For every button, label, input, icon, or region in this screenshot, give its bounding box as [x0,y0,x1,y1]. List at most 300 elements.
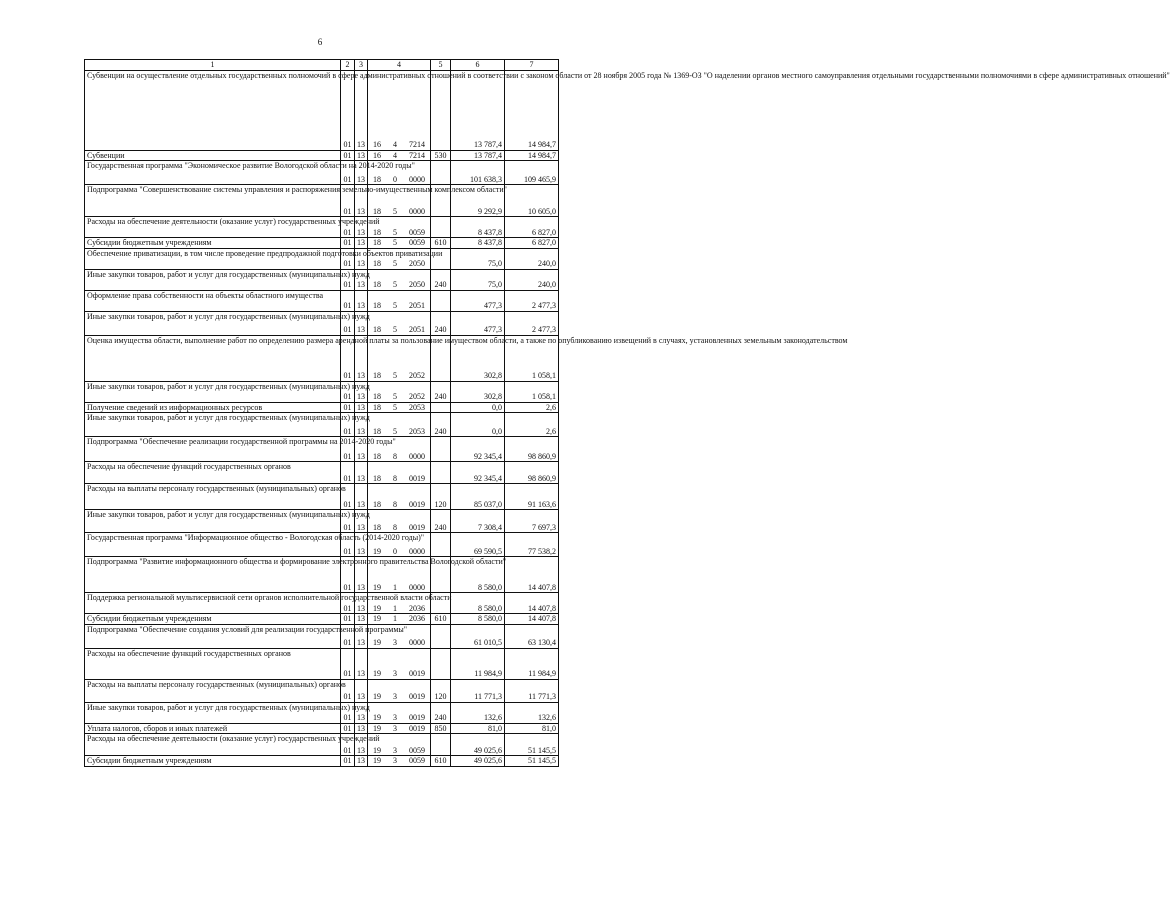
subprogram-code: 5 [393,301,397,310]
row-expense-type: 240 [431,311,451,335]
subprogram-code: 5 [393,392,397,401]
program-code: 19 [373,638,381,647]
direction-code: 2036 [409,603,425,613]
subprogram-code: 5 [393,280,397,289]
program-code: 16 [373,140,381,149]
subprogram-code: 5 [393,259,397,268]
row-target-article [368,756,431,767]
row-name: Оформление права собственности на объекты областного имущества [85,290,341,311]
row-subsection-code: 13 [355,217,368,238]
row-section-code: 01 [341,381,355,402]
row-subsection-code: 13 [355,614,368,625]
program-code: 18 [373,451,381,461]
program-code: 18 [373,426,381,436]
row-amount-year2: 11 771,3 [505,679,559,702]
row-amount-year1: 11 984,9 [451,648,505,679]
row-amount-year2: 240,0 [505,269,559,290]
row-expense-type: 610 [431,756,451,767]
table-row [85,248,559,269]
row-expense-type: 240 [431,702,451,723]
subprogram-code: 8 [393,522,397,532]
row-amount-year1: 302,8 [451,335,505,381]
subprogram-code: 1 [393,603,397,613]
direction-code: 7214 [409,150,425,160]
table-row [85,269,559,290]
row-name: Иные закупки товаров, работ и услуг для государственных (муниципальных) нужд [85,702,341,723]
direction-code: 2053 [409,426,425,436]
row-section-code: 01 [341,161,355,185]
row-amount-year1: 8 580,0 [451,614,505,625]
table-row [85,648,559,679]
row-name: Подпрограмма "Совершенствование системы управления и распоряжения земельно-имущественным комплексом области" [85,185,341,217]
row-amount-year1: 11 771,3 [451,679,505,702]
row-subsection-code: 13 [355,437,368,462]
direction-code: 7214 [409,140,425,149]
direction-code: 0000 [409,451,425,461]
subprogram-code: 0 [393,174,397,184]
row-subsection-code: 13 [355,381,368,402]
col-header-5: 5 [431,60,451,71]
row-target-article [368,484,431,510]
row-name: Государственная программа "Информационное общество - Вологодская область (2014-2020 годы)" [85,533,341,557]
table-row [85,734,559,756]
table-row [85,624,559,648]
row-section-code: 01 [341,593,355,614]
row-section-code: 01 [341,484,355,510]
row-subsection-code: 13 [355,238,368,249]
row-amount-year1: 477,3 [451,290,505,311]
row-section-code: 01 [341,402,355,413]
row-subsection-code: 13 [355,335,368,381]
row-section-code: 01 [341,185,355,217]
direction-code: 2053 [409,402,425,412]
table-row [85,756,559,767]
subprogram-code: 1 [393,614,397,623]
subprogram-code: 3 [393,713,397,722]
row-amount-year2: 81,0 [505,723,559,734]
program-code: 19 [373,582,381,592]
program-code: 18 [373,206,381,216]
row-section-code: 01 [341,269,355,290]
row-amount-year1: 85 037,0 [451,484,505,510]
row-amount-year2: 132,6 [505,702,559,723]
row-amount-year2: 51 145,5 [505,756,559,767]
row-amount-year1: 8 580,0 [451,557,505,593]
row-expense-type [431,161,451,185]
table-row [85,533,559,557]
row-subsection-code: 13 [355,557,368,593]
table-row [85,150,559,161]
program-code: 18 [373,238,381,247]
row-amount-year2: 109 465,9 [505,161,559,185]
row-name: Расходы на выплаты персоналу государственных (муниципальных) органов [85,679,341,702]
direction-code: 0059 [409,756,425,765]
row-name: Субвенции [85,150,341,161]
row-section-code: 01 [341,311,355,335]
row-target-article [368,238,431,249]
table-row [85,335,559,381]
row-name: Субсидии бюджетным учреждениям [85,756,341,767]
row-amount-year2: 1 058,1 [505,335,559,381]
direction-code: 0059 [409,745,425,755]
row-name: Поддержка региональной мультисервисной сети органов исполнительной государственной власти области [85,593,341,614]
row-name: Государственная программа "Экономическое развитие Вологодской области на 2014-2020 годы" [85,161,341,185]
row-section-code: 01 [341,734,355,756]
subprogram-code: 3 [393,692,397,701]
row-subsection-code: 13 [355,402,368,413]
row-target-article [368,381,431,402]
row-section-code: 01 [341,614,355,625]
direction-code: 0000 [409,582,425,592]
row-amount-year2: 2 477,3 [505,311,559,335]
row-expense-type [431,437,451,462]
direction-code: 0019 [409,669,425,678]
row-subsection-code: 13 [355,593,368,614]
table-row [85,702,559,723]
row-expense-type: 240 [431,413,451,437]
row-amount-year1: 13 787,4 [451,70,505,150]
program-code: 18 [373,402,381,412]
row-name: Расходы на обеспечение функций государственных органов [85,648,341,679]
row-amount-year2: 91 163,6 [505,484,559,510]
subprogram-code: 5 [393,426,397,436]
row-amount-year2: 51 145,5 [505,734,559,756]
row-expense-type [431,462,451,484]
row-target-article [368,269,431,290]
col-header-3: 3 [355,60,368,71]
row-name: Расходы на обеспечение функций государственных органов [85,462,341,484]
direction-code: 0059 [409,238,425,247]
subprogram-code: 3 [393,669,397,678]
row-subsection-code: 13 [355,462,368,484]
row-subsection-code: 13 [355,624,368,648]
program-code: 18 [373,371,381,380]
direction-code: 0059 [409,227,425,237]
subprogram-code: 8 [393,473,397,483]
row-amount-year2: 14 407,8 [505,614,559,625]
row-section-code: 01 [341,510,355,533]
row-target-article [368,413,431,437]
page-number: 6 [317,37,323,47]
row-amount-year1: 92 345,4 [451,437,505,462]
row-section-code: 01 [341,756,355,767]
subprogram-code: 0 [393,546,397,556]
row-amount-year2: 2,6 [505,413,559,437]
direction-code: 2052 [409,371,425,380]
table-row [85,381,559,402]
row-amount-year1: 132,6 [451,702,505,723]
row-expense-type: 120 [431,679,451,702]
row-amount-year1: 7 308,4 [451,510,505,533]
row-name: Расходы на обеспечение деятельности (оказание услуг) государственных учреждений [85,217,341,238]
table-row [85,70,559,150]
table-row [85,679,559,702]
row-section-code: 01 [341,290,355,311]
program-code: 19 [373,756,381,765]
row-name: Расходы на выплаты персоналу государственных (муниципальных) органов [85,484,341,510]
direction-code: 0019 [409,522,425,532]
row-expense-type: 610 [431,238,451,249]
row-name: Подпрограмма "Обеспечение реализации государственной программы на 2014-2020 годы" [85,437,341,462]
row-target-article [368,510,431,533]
program-code: 18 [373,301,381,310]
row-expense-type [431,70,451,150]
row-amount-year1: 101 638,3 [451,161,505,185]
row-amount-year2: 11 984,9 [505,648,559,679]
row-section-code: 01 [341,648,355,679]
program-code: 19 [373,603,381,613]
table-row [85,462,559,484]
row-subsection-code: 13 [355,510,368,533]
row-subsection-code: 13 [355,679,368,702]
row-subsection-code: 13 [355,161,368,185]
col-header-6: 6 [451,60,505,71]
row-amount-year2: 2,6 [505,402,559,413]
table-row [85,510,559,533]
row-amount-year1: 69 590,5 [451,533,505,557]
table-row [85,413,559,437]
direction-code: 2050 [409,280,425,289]
program-code: 19 [373,713,381,722]
col-header-7: 7 [505,60,559,71]
row-amount-year1: 8 437,8 [451,217,505,238]
row-amount-year1: 9 292,9 [451,185,505,217]
subprogram-code: 5 [393,402,397,412]
row-amount-year2: 14 407,8 [505,557,559,593]
col-header-1: 1 [85,60,341,71]
row-expense-type: 240 [431,510,451,533]
direction-code: 0000 [409,546,425,556]
row-expense-type [431,402,451,413]
row-amount-year1: 49 025,6 [451,734,505,756]
direction-code: 2051 [409,301,425,310]
row-target-article [368,648,431,679]
col-header-2: 2 [341,60,355,71]
row-amount-year1: 302,8 [451,381,505,402]
subprogram-code: 4 [393,140,397,149]
row-amount-year2: 7 697,3 [505,510,559,533]
row-target-article [368,702,431,723]
subprogram-code: 5 [393,206,397,216]
row-expense-type [431,734,451,756]
direction-code: 2050 [409,259,425,268]
direction-code: 2051 [409,325,425,334]
row-expense-type: 530 [431,150,451,161]
row-amount-year2: 14 984,7 [505,70,559,150]
row-subsection-code: 13 [355,70,368,150]
row-expense-type [431,648,451,679]
row-expense-type: 240 [431,269,451,290]
row-section-code: 01 [341,150,355,161]
row-subsection-code: 13 [355,311,368,335]
program-code: 19 [373,692,381,701]
row-section-code: 01 [341,413,355,437]
row-section-code: 01 [341,533,355,557]
row-target-article [368,723,431,734]
row-amount-year2: 10 605,0 [505,185,559,217]
program-code: 18 [373,392,381,401]
row-expense-type: 850 [431,723,451,734]
table-row [85,437,559,462]
row-amount-year2: 14 407,8 [505,593,559,614]
row-amount-year2: 63 130,4 [505,624,559,648]
row-subsection-code: 13 [355,269,368,290]
table-row [85,614,559,625]
header-row [85,60,559,71]
row-amount-year1: 8 437,8 [451,238,505,249]
row-section-code: 01 [341,624,355,648]
table-row [85,723,559,734]
row-name: Расходы на обеспечение деятельности (оказание услуг) государственных учреждений [85,734,341,756]
row-name: Иные закупки товаров, работ и услуг для государственных (муниципальных) нужд [85,413,341,437]
direction-code: 2052 [409,392,425,401]
row-amount-year1: 75,0 [451,269,505,290]
row-name: Субвенции на осуществление отдельных государственных полномочий в сфере административных отношений в соответствии с законом области от 28 ноября 2005 года № 1369-ОЗ "О наделении органов местного самоуправления отдельными государственными полномочиями в сфере административных отношений" [85,70,341,150]
subprogram-code: 5 [393,227,397,237]
row-section-code: 01 [341,679,355,702]
row-section-code: 01 [341,335,355,381]
row-section-code: 01 [341,437,355,462]
table-row [85,217,559,238]
row-expense-type [431,217,451,238]
row-subsection-code: 13 [355,734,368,756]
row-amount-year1: 61 010,5 [451,624,505,648]
direction-code: 0019 [409,692,425,701]
row-subsection-code: 13 [355,150,368,161]
row-subsection-code: 13 [355,248,368,269]
row-amount-year1: 8 580,0 [451,593,505,614]
row-section-code: 01 [341,70,355,150]
program-code: 18 [373,325,381,334]
row-target-article [368,70,431,150]
row-target-article [368,150,431,161]
program-code: 19 [373,745,381,755]
table-row [85,185,559,217]
row-name: Иные закупки товаров, работ и услуг для государственных (муниципальных) нужд [85,381,341,402]
subprogram-code: 1 [393,582,397,592]
subprogram-code: 5 [393,325,397,334]
program-code: 18 [373,522,381,532]
table-row [85,593,559,614]
subprogram-code: 4 [393,150,397,160]
program-code: 19 [373,614,381,623]
row-name: Иные закупки товаров, работ и услуг для государственных (муниципальных) нужд [85,269,341,290]
direction-code: 0000 [409,206,425,216]
subprogram-code: 5 [393,238,397,247]
row-target-article [368,462,431,484]
row-name: Подпрограмма "Обеспечение создания условий для реализации государственной программы" [85,624,341,648]
row-target-article [368,402,431,413]
table-row [85,311,559,335]
row-amount-year1: 75,0 [451,248,505,269]
row-expense-type: 240 [431,381,451,402]
row-target-article [368,679,431,702]
row-subsection-code: 13 [355,290,368,311]
row-amount-year1: 477,3 [451,311,505,335]
row-amount-year2: 98 860,9 [505,437,559,462]
program-code: 18 [373,499,381,509]
program-code: 19 [373,669,381,678]
row-expense-type [431,290,451,311]
row-amount-year1: 0,0 [451,413,505,437]
subprogram-code: 5 [393,371,397,380]
table-row [85,161,559,185]
row-amount-year2: 6 827,0 [505,217,559,238]
direction-code: 0019 [409,473,425,483]
row-section-code: 01 [341,217,355,238]
row-amount-year2: 6 827,0 [505,238,559,249]
subprogram-code: 8 [393,499,397,509]
subprogram-code: 3 [393,723,397,733]
table-row [85,557,559,593]
row-subsection-code: 13 [355,185,368,217]
program-code: 18 [373,280,381,289]
program-code: 19 [373,723,381,733]
row-amount-year2: 77 538,2 [505,533,559,557]
row-amount-year2: 240,0 [505,248,559,269]
row-subsection-code: 13 [355,723,368,734]
row-subsection-code: 13 [355,702,368,723]
program-code: 18 [373,227,381,237]
row-section-code: 01 [341,702,355,723]
row-expense-type: 610 [431,614,451,625]
direction-code: 0000 [409,638,425,647]
row-amount-year2: 1 058,1 [505,381,559,402]
direction-code: 0000 [409,174,425,184]
row-target-article [368,614,431,625]
row-name: Уплата налогов, сборов и иных платежей [85,723,341,734]
row-amount-year2: 98 860,9 [505,462,559,484]
subprogram-code: 3 [393,745,397,755]
direction-code: 0019 [409,713,425,722]
row-subsection-code: 13 [355,533,368,557]
row-subsection-code: 13 [355,484,368,510]
row-name: Получение сведений из информационных ресурсов [85,402,341,413]
col-header-4: 4 [368,60,431,71]
row-name: Подпрограмма "Развитие информационного общества и формирование электронного правительства Вологодской области" [85,557,341,593]
table-row [85,484,559,510]
row-expense-type: 120 [431,484,451,510]
row-section-code: 01 [341,462,355,484]
row-expense-type [431,624,451,648]
budget-table [84,59,1170,767]
program-code: 16 [373,150,381,160]
table-row [85,290,559,311]
row-name: Обеспечение приватизации, в том числе проведение предпродажной подготовки объектов приватизации [85,248,341,269]
direction-code: 0019 [409,499,425,509]
row-section-code: 01 [341,248,355,269]
row-expense-type [431,533,451,557]
row-amount-year1: 13 787,4 [451,150,505,161]
row-section-code: 01 [341,557,355,593]
row-amount-year1: 92 345,4 [451,462,505,484]
row-name: Субсидии бюджетным учреждениям [85,238,341,249]
subprogram-code: 3 [393,756,397,765]
row-amount-year2: 14 984,7 [505,150,559,161]
row-target-article [368,311,431,335]
row-name: Иные закупки товаров, работ и услуг для государственных (муниципальных) нужд [85,311,341,335]
subprogram-code: 8 [393,451,397,461]
direction-code: 2036 [409,614,425,623]
program-code: 18 [373,473,381,483]
program-code: 18 [373,259,381,268]
row-section-code: 01 [341,723,355,734]
program-code: 19 [373,546,381,556]
row-name: Субсидии бюджетным учреждениям [85,614,341,625]
row-amount-year1: 49 025,6 [451,756,505,767]
table-row [85,238,559,249]
program-code: 18 [373,174,381,184]
